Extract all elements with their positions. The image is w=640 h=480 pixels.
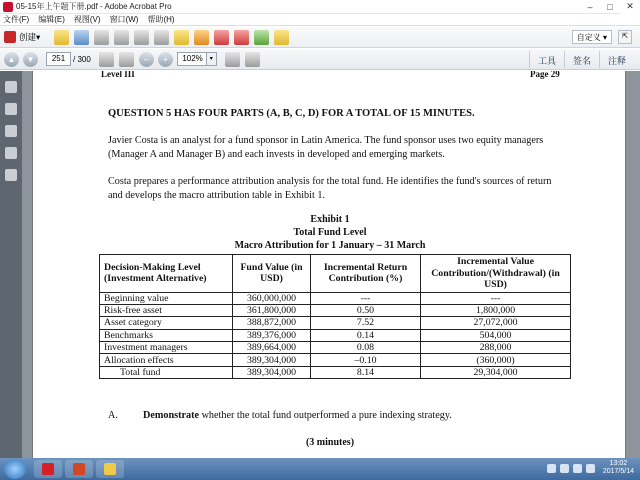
table-cell: 504,000 bbox=[421, 329, 571, 341]
table-cell: 0.14 bbox=[311, 329, 421, 341]
column-header: Incremental Value Contribution/(Withdrawal) (in USD) bbox=[421, 255, 571, 293]
table-row bbox=[100, 342, 571, 354]
expand-icon[interactable]: ⇱ bbox=[618, 30, 632, 44]
document-viewport[interactable] bbox=[22, 71, 640, 458]
full-screen-icon[interactable] bbox=[245, 52, 260, 67]
table-cell: Asset category bbox=[100, 317, 233, 329]
zoom-dropdown-icon[interactable]: ▾ bbox=[207, 52, 217, 66]
minimize-icon[interactable]: – bbox=[587, 1, 593, 12]
create-pdf-icon bbox=[4, 31, 16, 43]
signatures-icon[interactable] bbox=[5, 169, 17, 181]
table-cell: 389,304,000 bbox=[233, 354, 311, 366]
column-header: Incremental Return Contribution (%) bbox=[311, 255, 421, 293]
table-cell: 29,304,000 bbox=[421, 366, 571, 378]
tab-comment[interactable]: 注释 bbox=[599, 51, 634, 68]
table-cell: 388,872,000 bbox=[233, 317, 311, 329]
attach-icon[interactable] bbox=[274, 30, 289, 45]
table-cell: 360,000,000 bbox=[233, 292, 311, 304]
maximize-icon[interactable]: □ bbox=[607, 1, 613, 12]
edit-icon[interactable] bbox=[114, 30, 129, 45]
exhibit-caption: Macro Attribution for 1 January – 31 March bbox=[234, 240, 426, 251]
table-cell: --- bbox=[421, 292, 571, 304]
tab-tools[interactable]: 工具 bbox=[529, 51, 564, 68]
flag-icon[interactable] bbox=[573, 464, 582, 473]
table-cell: –0.10 bbox=[311, 354, 421, 366]
table-cell: Allocation effects bbox=[100, 354, 233, 366]
fit-page-icon[interactable] bbox=[225, 52, 240, 67]
customize-label: 自定义 bbox=[576, 32, 601, 42]
part-a-keyword: Demonstrate bbox=[143, 410, 200, 421]
table-row bbox=[100, 292, 571, 304]
running-head-left: Level III bbox=[101, 71, 135, 79]
settings-gear-icon[interactable] bbox=[154, 30, 169, 45]
create-label: 创建 bbox=[19, 32, 37, 42]
macro-attribution-table bbox=[99, 254, 571, 379]
navigation-toolbar bbox=[0, 49, 640, 70]
main-toolbar bbox=[0, 27, 640, 48]
table-cell: Benchmarks bbox=[100, 329, 233, 341]
table-cell: 361,800,000 bbox=[233, 304, 311, 316]
acrobat-icon bbox=[42, 463, 54, 475]
zoom-in-icon[interactable]: + bbox=[158, 52, 173, 67]
exhibit-subtitle: Total Fund Level bbox=[293, 227, 367, 238]
window-title: 05-15年上午题下册.pdf - Adobe Acrobat Pro bbox=[16, 2, 172, 11]
navigation-panel bbox=[0, 71, 22, 458]
open-folder-icon[interactable] bbox=[54, 30, 69, 45]
table-row bbox=[100, 329, 571, 341]
paragraph-attribution: Costa prepares a performance attribution analysis for the total fund. He identifies the fund's sources of return and develops the macro attribution table in Exhibit 1. bbox=[108, 176, 552, 201]
network-icon[interactable] bbox=[547, 464, 556, 473]
export-icon[interactable] bbox=[254, 30, 269, 45]
part-a-text: whether the total fund outperformed a pure indexing strategy. bbox=[199, 410, 452, 421]
attachments-icon[interactable] bbox=[5, 125, 17, 137]
table-header-row bbox=[100, 255, 571, 293]
table-cell: 389,304,000 bbox=[233, 366, 311, 378]
comment-bubble-icon[interactable] bbox=[174, 30, 189, 45]
chevron-down-icon: ▾ bbox=[600, 32, 607, 42]
acrobat-app-icon bbox=[3, 2, 13, 12]
table-cell: (360,000) bbox=[421, 354, 571, 366]
page-number-input[interactable]: 251 bbox=[46, 52, 71, 66]
previous-page-icon[interactable]: ▲ bbox=[4, 52, 19, 67]
chevron-down-icon: ▾ bbox=[36, 31, 41, 42]
part-a-minutes: (3 minutes) bbox=[305, 437, 355, 448]
table-row bbox=[100, 317, 571, 329]
table-cell: 1,800,000 bbox=[421, 304, 571, 316]
title-bar bbox=[0, 0, 640, 14]
highlight-icon[interactable] bbox=[194, 30, 209, 45]
exhibit-title: Exhibit 1 bbox=[310, 214, 350, 225]
volume-icon[interactable] bbox=[560, 464, 569, 473]
running-head-right: Page 29 bbox=[530, 71, 560, 79]
table-cell: --- bbox=[311, 292, 421, 304]
clock-time: 13:02 bbox=[609, 460, 628, 467]
print-icon[interactable] bbox=[94, 30, 109, 45]
folder-icon bbox=[104, 463, 116, 475]
menu-edit[interactable]: 编辑(E) bbox=[38, 15, 65, 24]
menu-window[interactable]: 窗口(W) bbox=[109, 15, 139, 24]
table-cell: 7.52 bbox=[311, 317, 421, 329]
toolbar-right bbox=[572, 30, 632, 44]
clock-date: 2017/5/14 bbox=[602, 468, 634, 475]
start-button-icon[interactable] bbox=[4, 459, 26, 479]
table-cell: 288,000 bbox=[421, 342, 571, 354]
table-cell: 8.14 bbox=[311, 366, 421, 378]
zoom-out-icon[interactable]: – bbox=[139, 52, 154, 67]
window-controls bbox=[580, 0, 640, 14]
table-cell: Investment managers bbox=[100, 342, 233, 354]
column-header: Fund Value (in USD) bbox=[233, 255, 311, 293]
share-icon[interactable] bbox=[234, 30, 249, 45]
save-icon[interactable] bbox=[74, 30, 89, 45]
email-icon[interactable] bbox=[134, 30, 149, 45]
taskbar-explorer[interactable] bbox=[96, 460, 124, 478]
close-icon[interactable]: ✕ bbox=[620, 0, 640, 14]
table-cell: 27,072,000 bbox=[421, 317, 571, 329]
table-row bbox=[100, 354, 571, 366]
pdf-page bbox=[32, 71, 626, 458]
page-thumbnails-icon[interactable] bbox=[5, 81, 17, 93]
menu-view[interactable]: 视图(V) bbox=[73, 15, 101, 24]
keyboard-icon[interactable] bbox=[586, 464, 595, 473]
column-header: Decision-Making Level (Investment Alternative) bbox=[100, 255, 233, 293]
customize-dropdown[interactable] bbox=[572, 30, 612, 44]
bookmarks-icon[interactable] bbox=[5, 103, 17, 115]
taskbar-acrobat[interactable] bbox=[34, 460, 62, 478]
zoom-input[interactable]: 102% bbox=[177, 52, 207, 66]
table-cell: Risk-free asset bbox=[100, 304, 233, 316]
page-total: / 300 bbox=[73, 54, 91, 64]
next-page-icon[interactable]: ▼ bbox=[23, 52, 38, 67]
question-heading: QUESTION 5 HAS FOUR PARTS (A, B, C, D) FOR A TOTAL OF 15 MINUTES. bbox=[108, 108, 475, 119]
table-cell: 389,376,000 bbox=[233, 329, 311, 341]
layers-icon[interactable] bbox=[5, 147, 17, 159]
menu-help[interactable]: 帮助(H) bbox=[147, 15, 175, 24]
stamp-icon[interactable] bbox=[214, 30, 229, 45]
table-cell: 389,664,000 bbox=[233, 342, 311, 354]
hand-tool-icon[interactable] bbox=[119, 52, 134, 67]
table-row bbox=[100, 304, 571, 316]
part-a-letter: A. bbox=[108, 410, 118, 421]
menu-bar bbox=[0, 14, 640, 26]
table-cell: Total fund bbox=[100, 366, 233, 378]
select-cursor-icon[interactable] bbox=[99, 52, 114, 67]
taskbar-powerpoint[interactable] bbox=[65, 460, 93, 478]
create-button[interactable] bbox=[4, 31, 40, 43]
task-panes bbox=[529, 51, 634, 68]
table-cell: 0.50 bbox=[311, 304, 421, 316]
system-tray bbox=[547, 460, 634, 476]
powerpoint-icon bbox=[73, 463, 85, 475]
table-row-total bbox=[100, 366, 571, 378]
windows-taskbar bbox=[0, 458, 640, 480]
menu-file[interactable]: 文件(F) bbox=[3, 15, 30, 24]
paragraph-intro: Javier Costa is an analyst for a fund sponsor in Latin America. The fund sponsor uses two equity managers (Manager A and Manager B) and each invests in developed and emerging markets. bbox=[108, 135, 544, 160]
system-clock[interactable] bbox=[603, 460, 634, 476]
tab-sign[interactable]: 签名 bbox=[564, 51, 599, 68]
table-cell: Beginning value bbox=[100, 292, 233, 304]
part-a-question bbox=[108, 410, 452, 421]
table-cell: 0.08 bbox=[311, 342, 421, 354]
